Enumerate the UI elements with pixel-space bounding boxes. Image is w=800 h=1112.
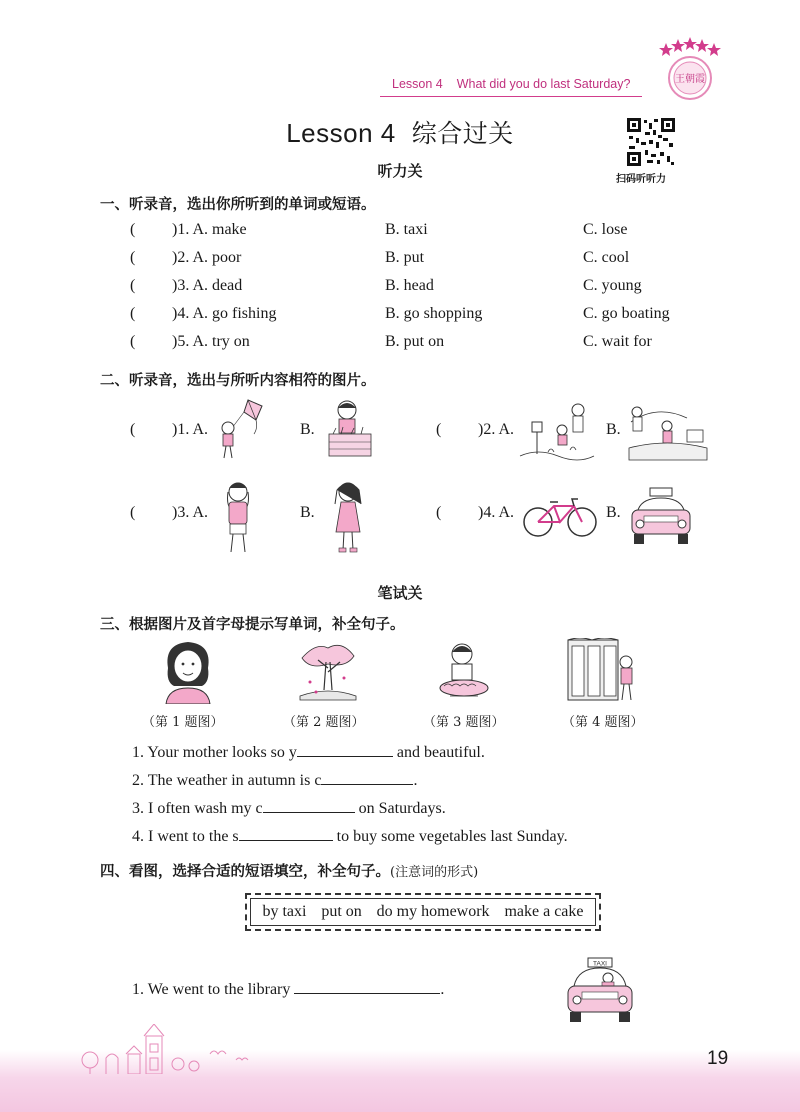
answer-blank[interactable] bbox=[321, 770, 413, 785]
phrase-bank bbox=[245, 893, 601, 931]
answer-paren[interactable]: ( bbox=[130, 333, 136, 350]
sentence-end: on Saturdays. bbox=[354, 800, 446, 817]
running-header bbox=[392, 77, 644, 91]
part4-note: (注意词的形式) bbox=[390, 865, 479, 880]
part3-heading: 三、根据图片及首字母提示写单词，补全句子。 bbox=[100, 617, 405, 633]
taxi-illustration bbox=[628, 486, 694, 548]
sentence-end: . bbox=[440, 981, 445, 998]
item-label: )1. A. bbox=[172, 421, 208, 438]
boy-washing-illustration bbox=[434, 640, 496, 704]
page-title bbox=[0, 114, 800, 150]
bicycle-illustration bbox=[522, 494, 598, 540]
part3-sentence-2 bbox=[132, 770, 417, 790]
phrase-3: do my homework bbox=[376, 903, 490, 920]
answer-paren[interactable]: ( bbox=[130, 277, 136, 294]
supermarket-illustration bbox=[566, 638, 638, 704]
footer-castle-decoration bbox=[70, 1024, 270, 1074]
listening-heading: 听力关 bbox=[377, 162, 423, 180]
header-question: What did you do last Saturday? bbox=[456, 77, 631, 91]
family-outdoor-illustration bbox=[627, 402, 709, 462]
header-lesson: Lesson 4 bbox=[392, 77, 443, 91]
item-label: )2. A. bbox=[478, 421, 514, 438]
option-b: B. put bbox=[385, 249, 425, 266]
title-zh: 综合过关 bbox=[411, 119, 514, 148]
figure-caption-1: （第 1 题图） bbox=[142, 715, 224, 730]
sentence-start: 4. I went to the s bbox=[132, 828, 239, 845]
item-label: )3. A. bbox=[172, 504, 208, 521]
girl-planting-illustration bbox=[325, 398, 375, 460]
taxi-sign-text: TAXI bbox=[593, 960, 607, 968]
option-c: C. cool bbox=[583, 249, 630, 266]
publisher-logo bbox=[654, 36, 726, 102]
part2-heading: 二、听录音，选出与所听内容相符的图片。 bbox=[100, 373, 376, 389]
answer-paren[interactable]: ( bbox=[130, 504, 136, 521]
option-a: )1. A. make bbox=[172, 221, 247, 238]
phrase-2: put on bbox=[321, 903, 362, 920]
sentence-start: 2. The weather in autumn is c bbox=[132, 772, 322, 789]
girl-dress-illustration bbox=[328, 480, 368, 554]
part4-sentence-1 bbox=[132, 979, 444, 999]
qr-caption: 扫码听听力 bbox=[616, 174, 666, 185]
family-planting-illustration bbox=[518, 400, 596, 462]
item-label-b: B. bbox=[300, 504, 315, 521]
option-c: C. go boating bbox=[583, 305, 670, 322]
answer-blank[interactable] bbox=[263, 798, 355, 813]
figure-caption-3: （第 3 题图） bbox=[423, 715, 505, 730]
written-heading: 笔试关 bbox=[377, 584, 423, 602]
part1-heading: 一、听录音，选出你所听到的单词或短语。 bbox=[100, 197, 376, 213]
part3-sentence-3 bbox=[132, 798, 446, 818]
young-mother-illustration bbox=[158, 638, 218, 704]
option-b: B. head bbox=[385, 277, 434, 294]
answer-paren[interactable]: ( bbox=[436, 421, 442, 438]
title-lesson: Lesson 4 bbox=[286, 118, 396, 148]
answer-paren[interactable]: ( bbox=[130, 249, 136, 266]
answer-paren[interactable]: ( bbox=[130, 421, 136, 438]
taxi-driver-illustration bbox=[564, 956, 636, 1026]
option-a: )3. A. dead bbox=[172, 277, 243, 294]
option-a: )4. A. go fishing bbox=[172, 305, 277, 322]
answer-paren[interactable]: ( bbox=[130, 221, 136, 238]
option-c: C. young bbox=[583, 277, 642, 294]
phrase-1: by taxi bbox=[262, 903, 307, 920]
answer-blank[interactable] bbox=[297, 742, 393, 757]
sentence-start: 3. I often wash my c bbox=[132, 800, 263, 817]
girl-standing-illustration bbox=[218, 480, 258, 554]
answer-blank[interactable] bbox=[239, 826, 333, 841]
item-label-b: B. bbox=[300, 421, 315, 438]
option-c: C. wait for bbox=[583, 333, 652, 350]
autumn-tree-illustration bbox=[296, 638, 360, 704]
part4-heading bbox=[100, 860, 478, 881]
answer-blank[interactable] bbox=[294, 979, 440, 994]
answer-paren[interactable]: ( bbox=[436, 504, 442, 521]
option-b: B. taxi bbox=[385, 221, 428, 238]
figure-caption-2: （第 2 题图） bbox=[283, 715, 365, 730]
item-label-b: B. bbox=[606, 421, 621, 438]
page-number: 19 bbox=[707, 1048, 729, 1069]
sentence-end: . bbox=[413, 772, 418, 789]
option-c: C. lose bbox=[583, 221, 628, 238]
part4-heading-text: 四、看图，选择合适的短语填空，补全句子。 bbox=[100, 864, 390, 880]
phrase-4: make a cake bbox=[504, 903, 584, 920]
part3-sentence-4 bbox=[132, 826, 568, 846]
kite-girl-illustration bbox=[214, 398, 270, 460]
item-label: )4. A. bbox=[478, 504, 514, 521]
sentence-end: and beautiful. bbox=[392, 744, 485, 761]
option-b: B. put on bbox=[385, 333, 445, 350]
option-b: B. go shopping bbox=[385, 305, 483, 322]
sentence-end: to buy some vegetables last Sunday. bbox=[332, 828, 568, 845]
option-a: )2. A. poor bbox=[172, 249, 242, 266]
item-label-b: B. bbox=[606, 504, 621, 521]
qr-code[interactable] bbox=[627, 118, 675, 166]
answer-paren[interactable]: ( bbox=[130, 305, 136, 322]
sentence-start: 1. Your mother looks so y bbox=[132, 744, 297, 761]
sentence-start: 1. We went to the library bbox=[132, 981, 295, 998]
logo-text: 王朝霞 bbox=[675, 74, 705, 85]
part3-sentence-1 bbox=[132, 742, 485, 762]
option-a: )5. A. try on bbox=[172, 333, 250, 350]
figure-caption-4: （第 4 题图） bbox=[562, 715, 644, 730]
